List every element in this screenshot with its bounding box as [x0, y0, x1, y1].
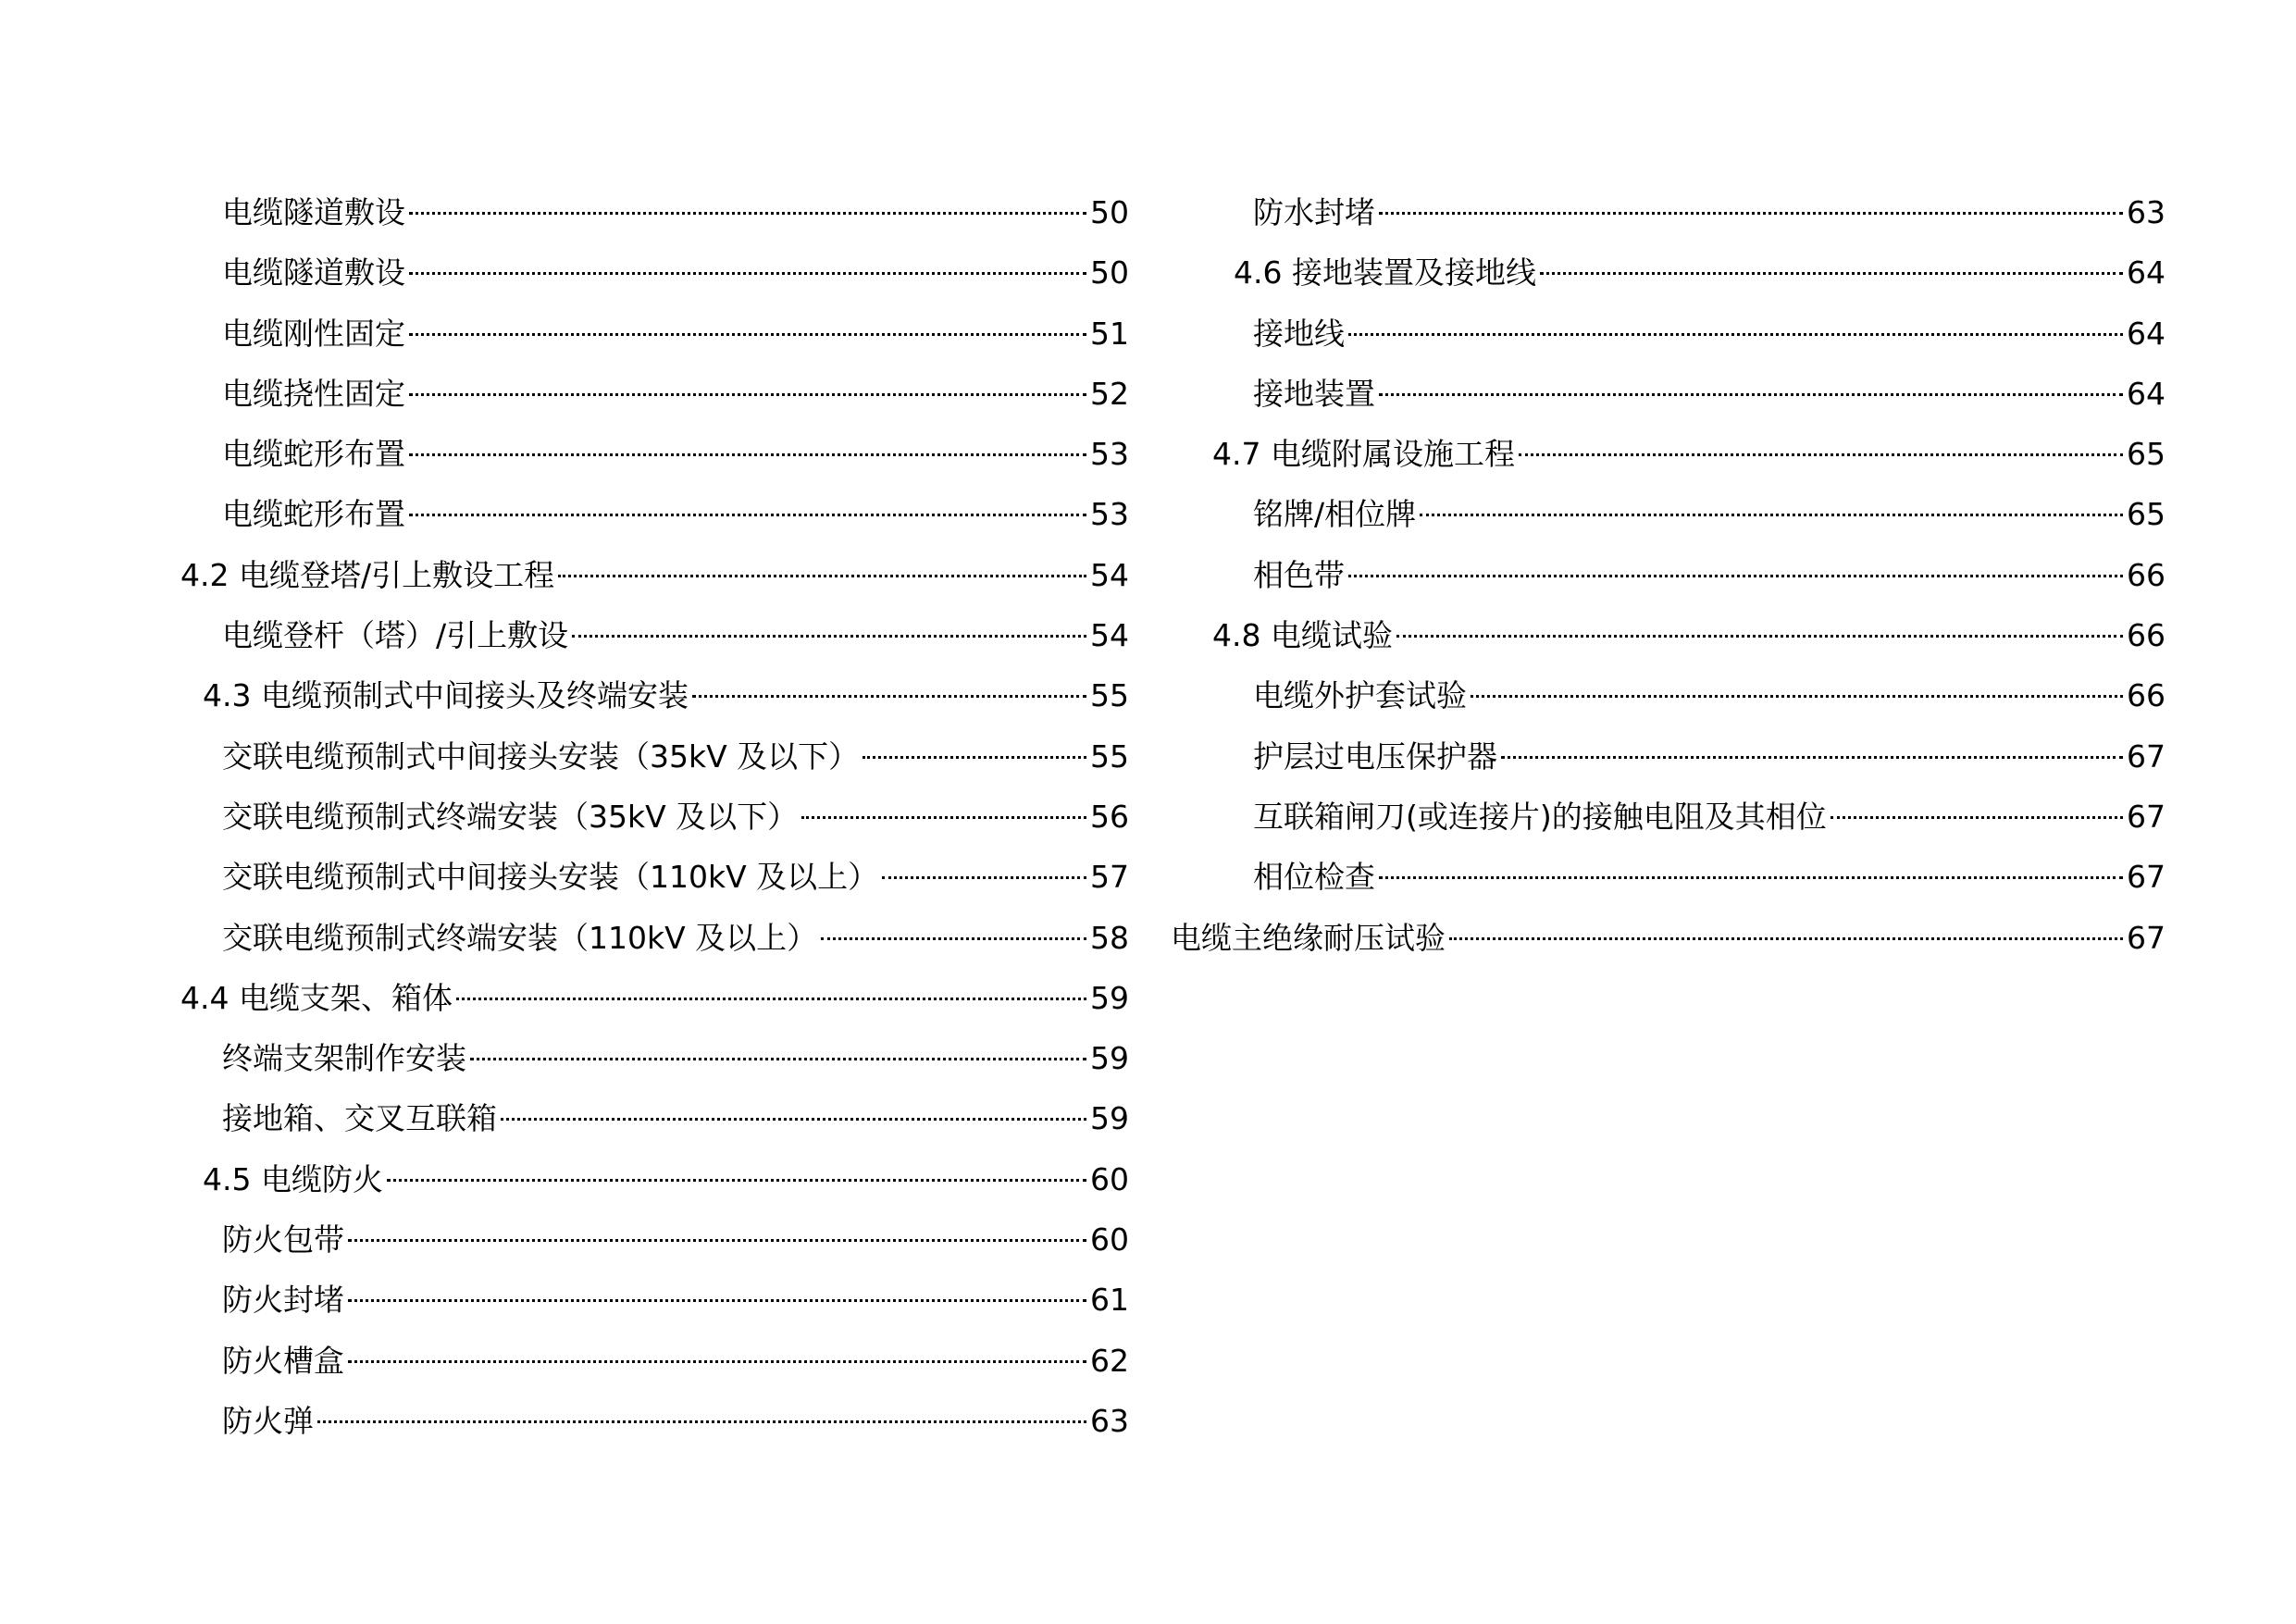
toc-entry-title: 4.4 电缆支架、箱体	[180, 979, 453, 1016]
toc-column-right	[1171, 182, 2166, 968]
toc-page-number: 65	[2127, 436, 2166, 473]
toc-entry-title: 电缆登杆（塔）/引上敷设	[222, 617, 569, 654]
toc-entry[interactable]	[180, 304, 1129, 364]
toc-entry-title: 4.5 电缆防火	[203, 1160, 383, 1197]
dot-leader	[409, 333, 1086, 336]
toc-page-number: 53	[1090, 436, 1129, 473]
toc-entry[interactable]	[180, 1209, 1129, 1270]
dot-leader	[1379, 212, 2123, 215]
dot-leader	[1348, 575, 2123, 577]
toc-entry[interactable]	[180, 787, 1129, 847]
toc-entry-title: 交联电缆预制式终端安装（35kV 及以下）	[222, 798, 799, 835]
toc-entry[interactable]	[180, 182, 1129, 242]
dot-leader	[1540, 272, 2123, 275]
toc-page-number: 60	[1090, 1221, 1129, 1258]
toc-page-number: 66	[2127, 556, 2166, 593]
toc-entry-title: 防水封堵	[1253, 194, 1375, 230]
toc-entry[interactable]	[1171, 304, 2166, 364]
toc-entry[interactable]	[180, 545, 1129, 605]
dot-leader	[801, 816, 1086, 819]
toc-page-number: 59	[1090, 1100, 1129, 1137]
toc-page-number: 58	[1090, 919, 1129, 956]
toc-page-number: 61	[1090, 1282, 1129, 1319]
toc-page-number: 52	[1090, 375, 1129, 412]
toc-entry-title: 交联电缆预制式终端安装（110kV 及以上）	[222, 919, 818, 956]
toc-entry-title: 电缆蛇形布置	[222, 436, 405, 473]
toc-entry-title: 4.2 电缆登塔/引上敷设工程	[180, 556, 555, 593]
toc-entry[interactable]	[180, 847, 1129, 907]
dot-leader	[572, 635, 1086, 638]
toc-page-number: 67	[2127, 738, 2166, 775]
toc-page-number: 63	[2127, 194, 2166, 230]
toc-page-number: 57	[1090, 859, 1129, 896]
toc-page-number: 54	[1090, 617, 1129, 654]
toc-entry[interactable]	[1171, 847, 2166, 907]
toc-page-number: 67	[2127, 919, 2166, 956]
dot-leader	[1379, 876, 2123, 879]
toc-entry-title: 电缆隧道敷设	[222, 254, 405, 291]
toc-entry[interactable]	[1171, 726, 2166, 787]
toc-entry-title: 防火封堵	[222, 1282, 344, 1319]
toc-entry[interactable]	[1171, 605, 2166, 665]
toc-entry-title: 电缆刚性固定	[222, 315, 405, 352]
toc-entry-title: 接地箱、交叉互联箱	[222, 1100, 497, 1137]
toc-page-number: 64	[2127, 375, 2166, 412]
toc-page-number: 55	[1090, 677, 1129, 714]
toc-entry-title: 防火包带	[222, 1221, 344, 1258]
toc-page-number: 60	[1090, 1160, 1129, 1197]
toc-entry[interactable]	[1171, 364, 2166, 424]
toc-column-left	[180, 182, 1129, 1451]
dot-leader	[1420, 514, 2123, 516]
toc-page-number: 62	[1090, 1342, 1129, 1379]
toc-entry[interactable]	[1171, 242, 2166, 303]
toc-page-number: 66	[2127, 617, 2166, 654]
toc-entry-title: 互联箱闸刀(或连接片)的接触电阻及其相位	[1253, 798, 1827, 835]
toc-entry-title: 电缆挠性固定	[222, 375, 405, 412]
dot-leader	[1348, 333, 2123, 336]
toc-page-number: 54	[1090, 556, 1129, 593]
dot-leader	[409, 393, 1086, 396]
dot-leader	[1471, 695, 2123, 698]
toc-entry[interactable]	[180, 605, 1129, 665]
toc-entry[interactable]	[180, 1391, 1129, 1451]
dot-leader	[882, 876, 1086, 879]
toc-entry[interactable]	[1171, 484, 2166, 544]
toc-page-number: 63	[1090, 1402, 1129, 1439]
toc-entry[interactable]	[180, 424, 1129, 484]
toc-entry-title: 相色带	[1253, 556, 1345, 593]
toc-page-number: 64	[2127, 315, 2166, 352]
toc-page-number: 59	[1090, 1040, 1129, 1077]
toc-page-number: 51	[1090, 315, 1129, 352]
toc-entry[interactable]	[180, 1331, 1129, 1391]
dot-leader	[409, 212, 1086, 215]
dot-leader	[348, 1239, 1086, 1242]
toc-page-number: 50	[1090, 254, 1129, 291]
toc-entry[interactable]	[180, 968, 1129, 1028]
dot-leader	[470, 1058, 1086, 1060]
toc-entry-title: 电缆主绝缘耐压试验	[1171, 919, 1446, 956]
toc-entry[interactable]	[180, 665, 1129, 725]
dot-leader	[1449, 937, 2123, 940]
toc-page-number: 67	[2127, 798, 2166, 835]
dot-leader	[317, 1420, 1086, 1423]
dot-leader	[558, 575, 1086, 577]
toc-entry-title: 铭牌/相位牌	[1253, 496, 1417, 533]
dot-leader	[1519, 453, 2123, 456]
toc-page-number: 65	[2127, 496, 2166, 533]
dot-leader	[1831, 816, 2123, 819]
toc-entry-title: 接地装置	[1253, 375, 1375, 412]
toc-entry[interactable]	[1171, 545, 2166, 605]
dot-leader	[692, 695, 1086, 698]
toc-entry-title: 4.6 接地装置及接地线	[1234, 254, 1536, 291]
toc-entry-title: 4.7 电缆附属设施工程	[1212, 436, 1515, 473]
toc-entry[interactable]	[180, 1149, 1129, 1209]
toc-entry-title: 防火槽盒	[222, 1342, 344, 1379]
dot-leader	[1379, 393, 2123, 396]
toc-entry[interactable]	[180, 1270, 1129, 1330]
toc-entry-title: 相位检查	[1253, 859, 1375, 896]
toc-entry[interactable]	[1171, 908, 2166, 968]
dot-leader	[501, 1118, 1086, 1121]
toc-entry[interactable]	[180, 484, 1129, 544]
dot-leader	[1396, 635, 2123, 638]
toc-page-number: 66	[2127, 677, 2166, 714]
toc-page-number: 67	[2127, 859, 2166, 896]
toc-entry-title: 防火弹	[222, 1402, 314, 1439]
dot-leader	[348, 1360, 1086, 1363]
toc-page-number: 55	[1090, 738, 1129, 775]
toc-entry-title: 终端支架制作安装	[222, 1040, 466, 1077]
toc-page-number: 59	[1090, 979, 1129, 1016]
dot-leader	[863, 756, 1086, 759]
toc-entry[interactable]	[1171, 665, 2166, 725]
toc-entry-title: 电缆外护套试验	[1253, 677, 1467, 714]
toc-entry[interactable]	[1171, 424, 2166, 484]
toc-page-number: 56	[1090, 798, 1129, 835]
toc-entry[interactable]	[180, 1088, 1129, 1148]
toc-entry-title: 电缆隧道敷设	[222, 194, 405, 230]
dot-leader	[409, 453, 1086, 456]
toc-page-number: 50	[1090, 194, 1129, 230]
dot-leader	[387, 1179, 1086, 1182]
toc-entry-title: 电缆蛇形布置	[222, 496, 405, 533]
toc-entry-title: 4.8 电缆试验	[1212, 617, 1393, 654]
toc-page-number: 53	[1090, 496, 1129, 533]
dot-leader	[1501, 756, 2123, 759]
toc-entry[interactable]	[180, 1028, 1129, 1088]
toc-entry[interactable]	[1171, 182, 2166, 242]
toc-entry[interactable]	[180, 908, 1129, 968]
toc-entry-title: 护层过电压保护器	[1253, 738, 1497, 775]
toc-entry-title: 交联电缆预制式中间接头安装（35kV 及以下）	[222, 738, 860, 775]
dot-leader	[348, 1299, 1086, 1302]
dot-leader	[456, 998, 1086, 1000]
toc-entry[interactable]	[1171, 787, 2166, 847]
dot-leader	[409, 272, 1086, 275]
toc-entry[interactable]	[180, 242, 1129, 303]
dot-leader	[409, 514, 1086, 516]
toc-page-number: 64	[2127, 254, 2166, 291]
toc-entry[interactable]	[180, 726, 1129, 787]
toc-entry-title: 交联电缆预制式中间接头安装（110kV 及以上）	[222, 859, 879, 896]
toc-entry[interactable]	[180, 364, 1129, 424]
toc-entry-title: 4.3 电缆预制式中间接头及终端安装	[203, 677, 689, 714]
dot-leader	[821, 937, 1086, 940]
toc-entry-title: 接地线	[1253, 315, 1345, 352]
